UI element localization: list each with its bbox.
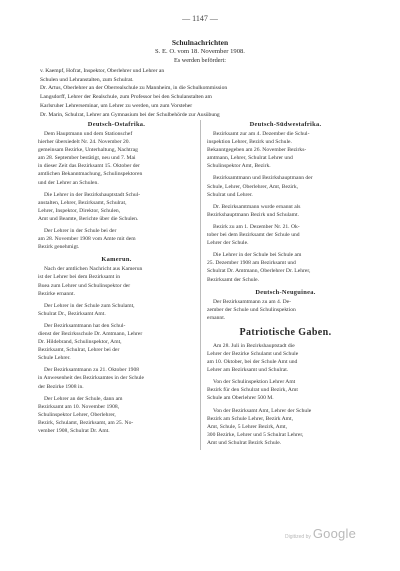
section-heading: Kamerun.	[101, 256, 132, 264]
watermark-prefix: Digitized by	[285, 534, 311, 540]
notice-line: Dr. Marin, Schulrat, Lehrer am Gymnasium bei der Schulbehörde zur Ausübung	[40, 111, 220, 118]
text-line: Der Lehrer in der Schule bei der	[44, 228, 117, 235]
paragraph	[38, 302, 195, 318]
right-column	[207, 120, 364, 451]
two-column-body	[38, 120, 364, 560]
text-line: Bezirkshauptmann Bezirk und Schulamt.	[207, 211, 299, 218]
text-line: Von der Schulinspektion Lehrer Amt	[213, 379, 296, 386]
digitized-watermark	[285, 526, 356, 541]
text-line: Amt und Beamte, Berichte über die Schulen.	[38, 215, 139, 222]
text-line: tober bei dem Bezirksamt der Schule und	[207, 232, 300, 239]
notice-body	[40, 67, 360, 119]
text-line: Schulrat Dr. Amtmann, Oberlehrer Dr. Lehrer,	[207, 268, 311, 275]
text-line: Der Bezirksamtmann hat den Schul-	[44, 322, 126, 329]
text-line: der Bezirke 1908 in.	[38, 383, 84, 390]
text-line: Bezirksamtmann und Bezirkshauptmann der	[213, 175, 313, 182]
paragraph	[207, 130, 364, 170]
column-divider	[200, 120, 201, 450]
text-line: Bezirksamt zur am 4. Dezember die Schul-	[213, 131, 310, 137]
paragraph	[207, 378, 364, 402]
text-line: und der Lehrer an Schulen.	[38, 179, 99, 186]
paragraph	[38, 227, 195, 251]
text-line: Bezirk zu am 1. Dezember Nr. 21. Ok-	[213, 223, 300, 230]
text-line: Schule am Oberlehrer 500 M.	[207, 395, 274, 402]
paragraph	[207, 203, 364, 219]
text-line: Lehrer am Bezirksamt und Schulrat.	[207, 367, 289, 374]
paragraph	[207, 342, 364, 374]
text-line: Bezirksamt der Schule.	[207, 276, 260, 283]
text-line: Der Bezirksamtmann zu 21. Oktober 1908	[44, 367, 140, 374]
paragraph	[207, 223, 364, 247]
paragraph	[207, 174, 364, 198]
text-line: Dr. Bezirksamtmann wurde ernannt als	[213, 203, 301, 210]
text-line: Schulinspektor Lehrer, Oberlehrer,	[38, 411, 116, 418]
text-line: 300 Bezirke, Lehrer und 5 Schulrat Lehrer,	[207, 431, 304, 438]
text-line: Dem Hauptmann und dem Stationschef	[44, 131, 133, 137]
notice-intro: Es werden befördert:	[174, 57, 226, 64]
text-line: Der Lehrer in der Schule zum Schulamt,	[44, 302, 135, 309]
watermark-brand: Google	[312, 526, 356, 541]
text-line: Amt und Schulrat Bezirk Schule.	[207, 439, 282, 446]
notice-line: v. Kaempf, Hofrat, Inspektor, Oberlehrer und Lehrer an	[40, 68, 165, 74]
text-line: Bezirksamt am 10. November 1908,	[38, 403, 120, 410]
paragraph	[38, 191, 195, 223]
text-line: amtlichen Bekanntmachung, Schulinspektoren	[38, 171, 143, 178]
text-line: amtmann, Lehrer, Schulrat Lehrer und	[207, 155, 293, 162]
text-line: am 28. November 1908 vom Amte mit dem	[38, 236, 136, 243]
text-line: gemeinsam Bezirke, Unterhaltung, Nachtrag	[38, 147, 138, 154]
text-line: Der Bezirksamtmann zu am 4. De-	[213, 298, 291, 305]
left-column	[38, 120, 195, 439]
paragraph	[38, 130, 195, 187]
text-line: Schule Lehrer.	[38, 355, 71, 362]
text-line: Der Lehrer an der Schule, dann am	[44, 395, 123, 402]
section-heading: Deutsch-Ostafrika.	[87, 121, 146, 128]
text-line: Lehrer der Schule.	[207, 240, 249, 247]
notice-subtitle: S. E. O. vom 18. November 1908.	[155, 48, 245, 55]
text-line: anstalten, Lehrer, Bezirksamt, Schulrat,	[38, 199, 127, 206]
text-line: vember 1908, Schulrat Dr. Amt.	[38, 428, 110, 434]
text-line: dienst der Bezirksschule Dr. Amtmann, Lehrer	[38, 330, 143, 337]
notice-line: Dr. Artus, Oberlehrer an der Oberrealschule zu Mannheim, in die Schulkommission	[40, 85, 228, 92]
section-heading: Deutsch-Südwestafrika.	[249, 121, 322, 128]
text-line: am 10. Oktober, bei der Schule Amt und	[207, 359, 298, 366]
paragraph	[207, 407, 364, 447]
text-line: Bezirke ernannt.	[38, 290, 75, 297]
text-line: hierher übersiedelt Nr. 24. November 20.	[38, 139, 130, 146]
text-line: Schulrat Dr., Bezirksamt Amt.	[38, 310, 106, 317]
text-line: Bezirk am Schule Lehrer, Bezirk Amt,	[207, 415, 293, 422]
text-line: in dieser Zeit das Bezirksamt 15. Oktober der	[38, 163, 140, 170]
text-line: Dr. Hildebrand, Schulinspektor, Amt,	[38, 339, 122, 346]
text-line: Buea zum Lehrer und Schulinspektor der	[38, 282, 131, 289]
text-line: Die Lehrer in der Bezirkshauptstadt Schul-	[44, 191, 141, 198]
page-number: — 1147 —	[182, 14, 218, 23]
text-line: Lehrer, Inspektor, Direktor, Schulen,	[38, 207, 121, 214]
paragraph	[38, 366, 195, 390]
text-line: Bezirksamt, Schulrat, Lehrer bei der	[38, 347, 120, 354]
text-line: inspektion Lehrer, Bezirk und Schule.	[207, 139, 292, 146]
text-line: ernannt.	[207, 314, 226, 321]
section-heading: Patriotische Gaben.	[239, 326, 332, 338]
text-line: Nach der amtlichen Nachricht aus Kamerun	[44, 266, 143, 273]
paragraph	[38, 265, 195, 297]
notice-line: Langsdorff, Lehrer der Realschule, zum Professor bei den Schulanstalten am	[40, 94, 212, 101]
text-line: Schule, Lehrer, Oberlehrer, Amt, Bezirk,	[207, 183, 299, 190]
paragraph	[207, 298, 364, 322]
text-line: in Anwesenheit des Bezirksamtes in der Schule	[38, 375, 144, 382]
paragraph	[207, 251, 364, 283]
text-line: 25. Dezember 1908 am Bezirksamt und	[207, 260, 296, 267]
text-line: Bekanntgegeben am 26. November Bezirks-	[207, 147, 307, 154]
text-line: Von der Bezirksamt Amt, Lehrer der Schule	[213, 407, 312, 414]
text-line: Schulinspektor Amt, Bezirk.	[207, 163, 271, 170]
text-line: Amt, Schule, 5 Lehrer Bezirk, Amt,	[207, 423, 288, 430]
section-heading: Deutsch-Neuguinea.	[255, 288, 316, 296]
notice-line: Schulen und Lehranstalten, zum Schulrat.	[40, 76, 134, 83]
text-line: Bezirk genehmigt.	[38, 244, 80, 251]
paragraph	[38, 395, 195, 435]
notice-line: Karlsruher Lehrerseminar, um Lehrer zu werden, um zum Vorsteher	[40, 102, 193, 109]
text-line: Die Lehrer in der Schule bei Schule am	[213, 252, 302, 259]
text-line: zember der Schule und Schulinspektion	[207, 306, 296, 313]
text-line: am 28. September bestätigt, neu und 7. Mai	[38, 155, 136, 162]
text-line: Bezirk, Schulamt, Bezirksamt, am 25. No-	[38, 419, 134, 426]
notice-header	[40, 38, 360, 119]
paragraph	[38, 322, 195, 362]
text-line: Bezirk für den Schulrat und Bezirk, Amt	[207, 387, 298, 394]
notice-title: Schulnachrichten	[171, 38, 229, 47]
text-line: Lehrer der Bezirke Schulamt und Schule	[207, 350, 299, 357]
text-line: ist der Lehrer bei dem Bezirksamt in	[38, 274, 121, 281]
text-line: Am 28. Juli in Bezirkshauptstadt die	[213, 342, 295, 349]
text-line: Schulrat und Lehrer.	[207, 191, 253, 198]
